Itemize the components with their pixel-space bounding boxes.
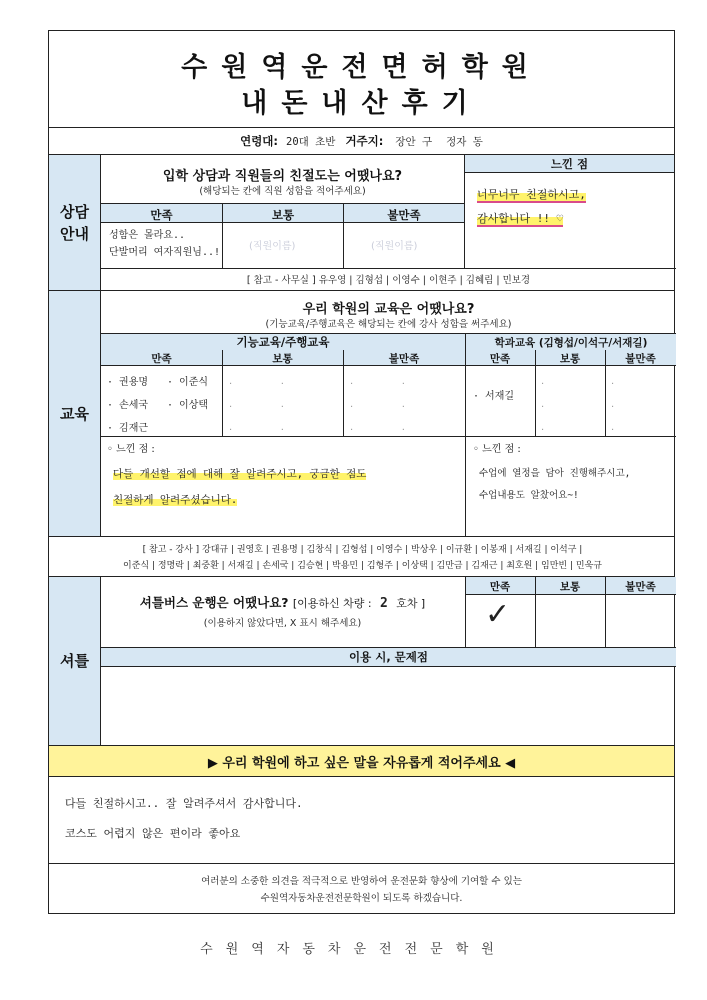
theory-education-header: 학과교육 (김형섭/이석구/서재길) (465, 333, 676, 351)
theory-feeling-line-1: 수업에 열정을 담아 진행해주시고, (479, 468, 631, 479)
freeform-header: ▶ 우리 학원에 하고 싶은 말을 자유롭게 적어주세요 ◀ (49, 745, 674, 777)
theory-col-normal: 보통 (559, 353, 581, 365)
consult-feeling-line-1: 너무너무 친절하시고, (477, 188, 586, 201)
consult-question: 입학 상담과 직원들의 친절도는 어땠나요? (162, 169, 403, 184)
address-gu: 장안 구 (395, 135, 433, 148)
consult-feeling-text (477, 183, 586, 231)
skill-instructor-2: · 이준식 (167, 377, 209, 388)
consult-col-satisfied: 만족 (150, 208, 173, 222)
theory-col-satisfied: 만족 (489, 353, 511, 365)
consult-col-normal: 보통 (222, 204, 343, 222)
shuttle-issue-header: 이용 시, 문제점 (101, 647, 676, 667)
age-label: 연령대: (240, 134, 279, 148)
shuttle-question: 셔틀버스 운행은 어땠나요? (139, 595, 289, 610)
theory-instructor-1: · 서재길 (473, 391, 515, 402)
consult-column-header (101, 203, 464, 223)
education-section-label: 교육 (49, 291, 101, 536)
shuttle-col-normal: 보통 (559, 581, 581, 593)
shuttle-satisfied-checkmark: ✓ (485, 597, 511, 632)
shuttle-vehicle-suffix: 호차 ] (396, 597, 426, 610)
education-question: 우리 학원의 교육은 어땠나요? (302, 302, 475, 317)
skill-instructor-5: · 김재근 (107, 423, 149, 434)
age-value: 20대 초반 (286, 135, 336, 148)
form-subtitle: 내돈내산후기 (241, 88, 482, 119)
consult-placeholder-unsatisfied: (직원이름) (371, 241, 418, 252)
freeform-line-1: 다들 친절하시고.. 잘 알려주셔서 감사합니다. (65, 797, 303, 810)
education-reference-1: [ 참고 - 강사 ] 강대규 | 권영호 | 권용명 | 김창식 | 김형섭 | 이영수 | 박상우 | 이규환 | 이봉재 | 서재길 | 이석구 | (142, 545, 583, 555)
skill-col-unsatisfied: 불만족 (388, 353, 420, 365)
consult-staff-handwritten: 성함은 몰라요.. 단발머리 여자직원님..! (109, 230, 221, 258)
skill-instructor-1: · 권용명 (107, 377, 149, 388)
shuttle-col-unsatisfied: 불만족 (625, 581, 656, 593)
skill-normal-blanks: · · · · · · (229, 379, 286, 436)
freeform-text (65, 789, 303, 849)
skill-education-header: 기능교육/주행교육 (101, 333, 465, 351)
education-reference-2: 이준식 | 정명락 | 최중환 | 서재길 | 손세국 | 김승현 | 박용민 | 김형주 | 이상택 | 김만금 | 김재근 | 최호원 | 임만빈 | 민욱규 (123, 561, 602, 571)
theory-col-unsatisfied: 불만족 (625, 353, 656, 365)
consult-reference: [ 참고 - 사무실 ] 유우영 | 김형섭 | 이영수 | 이현주 | 김혜림 | 민보경 (246, 275, 531, 286)
theory-feeling-line-2: 수업내용도 알찼어요~! (479, 490, 579, 501)
shuttle-question-row (101, 593, 464, 611)
address-dong: 정자 동 (446, 135, 483, 148)
academy-name-footer: 수원역자동차운전전문학원 (200, 942, 507, 957)
freeform-line-2: 코스도 어렵지 않은 편이라 좋아요 (65, 827, 241, 840)
consult-placeholder-normal: (직원이름) (249, 241, 296, 252)
shuttle-col-satisfied: 만족 (489, 581, 511, 593)
skill-feeling-line-2: 친절하게 알려주셨습니다. (113, 494, 238, 506)
consult-feeling-header: 느낀 점 (465, 155, 674, 173)
consult-section-label: 상담 안내 (49, 155, 101, 290)
shuttle-hint: (이용하지 않았다면, X 표시 해주세요) (203, 618, 362, 629)
skill-col-satisfied: 만족 (151, 353, 172, 365)
skill-unsatisfied-blanks: · · · · · · (350, 379, 407, 436)
theory-unsatisfied-blanks: · · · (611, 379, 617, 436)
consult-feeling-line-2: 감사합니다 !! ♡ (477, 212, 564, 225)
shuttle-vehicle-value: 2 (380, 596, 388, 611)
skill-feeling-text (113, 461, 366, 513)
footer-line-2: 수원역자동차운전전문학원이 되도록 하겠습니다. (260, 893, 463, 904)
review-form (48, 30, 675, 914)
info-row (49, 128, 674, 154)
skill-feeling-label: ◦ 느낀 점 : (107, 444, 155, 455)
footer-message (49, 873, 674, 907)
skill-feeling-line-1: 다들 개선할 점에 대해 잘 알려주시고, 궁금한 점도 (113, 468, 367, 480)
shuttle-vehicle-label: [이용하신 차량 : (292, 597, 372, 610)
theory-feeling-label: ◦ 느낀 점 : (473, 444, 521, 455)
theory-normal-blanks: · · · (541, 379, 547, 436)
shuttle-column-header (465, 577, 676, 595)
shuttle-section-label: 셔틀 (49, 577, 101, 745)
shuttle-issue-area (101, 667, 676, 745)
theory-feeling-text (479, 463, 630, 507)
education-hint: (기능교육/주행교육은 해당되는 칸에 강사 성함을 써주세요) (265, 319, 512, 330)
skill-instructor-3: · 손세국 (107, 400, 149, 411)
education-column-header (101, 350, 676, 366)
consult-col-unsatisfied: 불만족 (343, 204, 464, 222)
skill-instructor-4: · 이상택 (167, 400, 209, 411)
address-label: 거주지: (345, 134, 384, 148)
footer-line-1: 여러분의 소중한 의견을 적극적으로 반영하여 운전문화 향상에 기여할 수 있는 (201, 876, 522, 887)
consult-hint: (해당되는 칸에 직원 성함을 적어주세요) (199, 186, 366, 197)
form-title: 수원역운전면허학원 (181, 52, 542, 83)
skill-col-normal: 보통 (272, 353, 293, 365)
